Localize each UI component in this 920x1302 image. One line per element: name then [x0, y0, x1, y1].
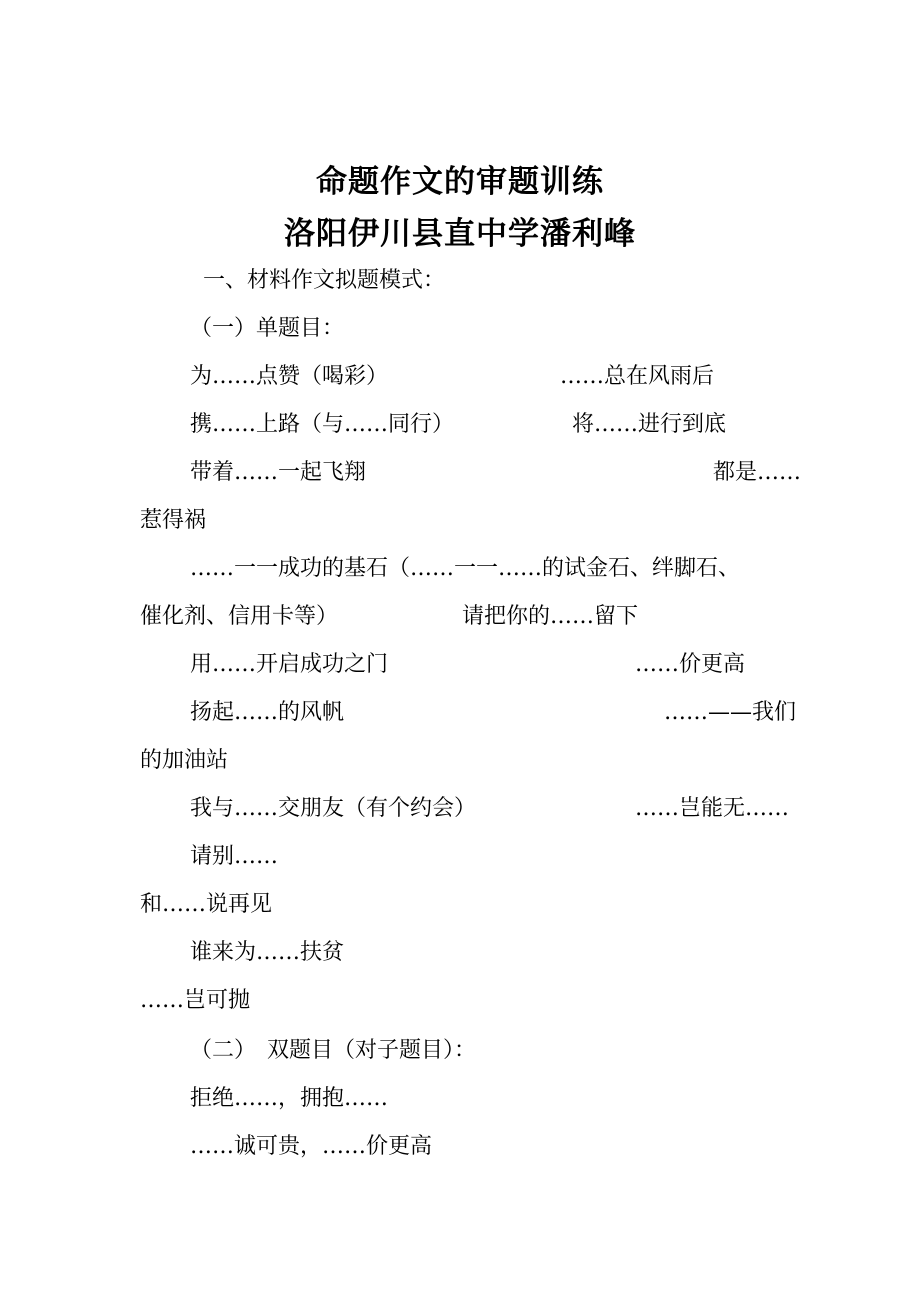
item-line: 用……开启成功之门: [190, 652, 389, 677]
item-line: 和……说再见: [140, 892, 273, 917]
subsection-heading-single: （一）单题目：: [190, 316, 345, 341]
item-line-continued: 惹得祸: [140, 508, 207, 533]
item-line: ……一一成功的基石（……一一……的试金石、绊脚石、: [190, 556, 741, 581]
item-line: 谁来为……扶贫: [190, 940, 345, 965]
item-line: 我与……交朋友（有个约会）: [190, 796, 477, 821]
item-line: 请把你的……留下: [462, 604, 639, 629]
item-line: 将……进行到底: [572, 412, 727, 437]
document-title: 命题作文的审题训练: [316, 164, 604, 200]
item-line: 带着……一起飞翔: [190, 460, 367, 485]
item-line: 携……上路（与……同行）: [190, 412, 455, 437]
item-line: ……岂可抛: [140, 988, 251, 1013]
item-line: ……价更高: [635, 652, 746, 677]
item-line: 扬起……的风帆: [190, 700, 345, 725]
item-line: 拒绝……，拥抱……: [190, 1086, 389, 1111]
item-line: 请别……: [190, 844, 279, 869]
item-line: 为……点赞（喝彩）: [190, 364, 389, 389]
item-line: ……总在风雨后: [560, 364, 715, 389]
item-line: 催化剂、信用卡等）: [140, 604, 339, 629]
item-line-continued: 的加油站: [140, 748, 229, 773]
subsection-heading-double: （二） 双题目（对子题目）：: [190, 1038, 477, 1063]
item-line: ……岂能无……: [635, 796, 790, 821]
section-heading-1: 一、材料作文拟题模式：: [203, 268, 446, 293]
item-line: 都是……: [713, 460, 802, 485]
document-author: 洛阳伊川县直中学潘利峰: [284, 216, 636, 252]
item-line: ……诚可贵，……价更高: [190, 1134, 433, 1159]
item-line: ……——我们: [664, 700, 797, 725]
